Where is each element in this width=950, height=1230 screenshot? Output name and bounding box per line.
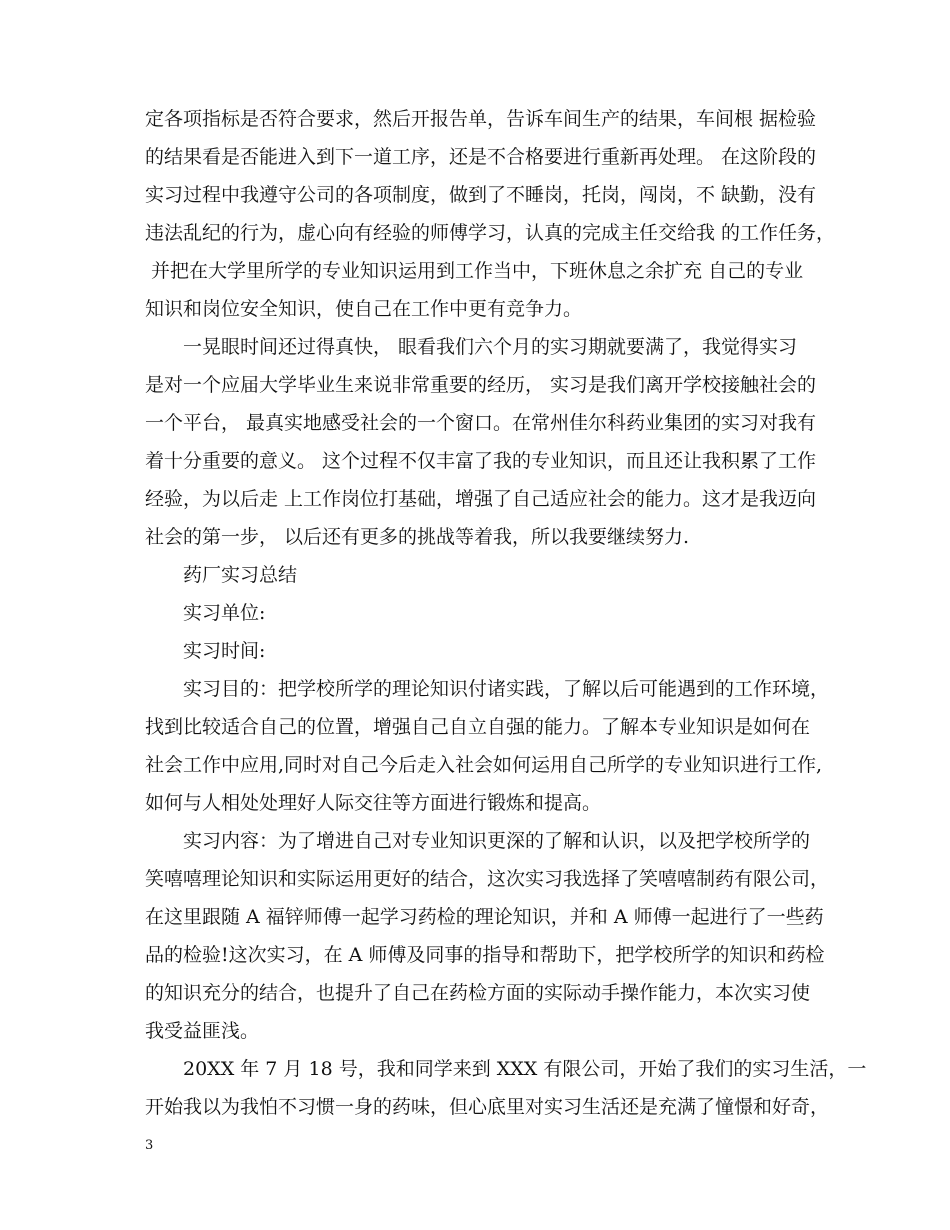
text-line: 我受益匪浅。 bbox=[145, 1020, 260, 1042]
text-line: 的知识充分的结合，也提升了自己在药检方面的实际动手操作能力，本次实习使 bbox=[145, 982, 811, 1004]
text-line: 着十分重要的意义。 这个过程不仅丰富了我的专业知识，而且还让我积累了工作 bbox=[145, 450, 817, 472]
internship-time-label: 实习时间: bbox=[183, 640, 266, 662]
text-line: 笑嘻嘻理论知识和实际运用更好的结合，这次实习我选择了笑嘻嘻制药有限公司， bbox=[145, 868, 830, 890]
text-line: 如何与人相处处理好人际交往等方面进行锻炼和提高。 bbox=[145, 792, 602, 814]
text-line: 社会工作中应用,同时对自己今后走入社会如何运用自己所学的专业知识进行工作, bbox=[145, 754, 823, 776]
paragraph-first-line: 一晃眼时间还过得真快， 眼看我们六个月的实习期就要满了，我觉得实习 bbox=[183, 336, 798, 358]
internship-unit-label: 实习单位: bbox=[183, 602, 266, 624]
text-line: 社会的第一步， 以后还有更多的挑战等着我，所以我要继续努力. bbox=[145, 526, 690, 548]
text-line: 品的检验!这次实习，在 A 师傅及同事的指导和帮助下，把学校所学的知识和药检 bbox=[145, 944, 825, 966]
text-line: 实习过程中我遵守公司的各项制度，做到了不睡岗，托岗，闯岗，不 缺勤，没有 bbox=[145, 184, 817, 206]
paragraph-first-line: 实习内容：为了增进自己对专业知识更深的了解和认识，以及把学校所学的 bbox=[183, 830, 811, 852]
paragraph-first-line: 20XX 年 7 月 18 号，我和同学来到 XXX 有限公司，开始了我们的实习生活，一 bbox=[183, 1058, 867, 1080]
text-line: 的结果看是否能进入到下一道工序，还是不合格要进行重新再处理。 在这阶段的 bbox=[145, 146, 817, 168]
text-line: 是对一个应届大学毕业生来说非常重要的经历， 实习是我们离开学校接触社会的 bbox=[145, 374, 817, 396]
text-line: 开始我以为我怕不习惯一身的药味，但心底里对实习生活还是充满了憧憬和好奇， bbox=[145, 1096, 830, 1118]
section-title: 药厂实习总结 bbox=[183, 564, 298, 586]
text-line: 找到比较适合自己的位置，增强自己自立自强的能力。了解本专业知识是如何在 bbox=[145, 716, 811, 738]
text-line: 违法乱纪的行为，虚心向有经验的师傅学习，认真的完成主任交给我 的工作任务， bbox=[145, 222, 836, 244]
paragraph-first-line: 实习目的：把学校所学的理论知识付诸实践，了解以后可能遇到的工作环境， bbox=[183, 678, 830, 700]
text-line: 知识和岗位安全知识，使自己在工作中更有竞争力。 bbox=[145, 298, 583, 320]
page-number: 3 bbox=[145, 1138, 154, 1153]
text-line: 定各项指标是否符合要求，然后开报告单，告诉车间生产的结果，车间根 据检验 bbox=[145, 108, 817, 130]
text-line: 一个平台， 最真实地感受社会的一个窗口。在常州佳尔科药业集团的实习对我有 bbox=[145, 412, 817, 434]
text-line: 并把在大学里所学的专业知识运用到工作当中，下班休息之余扩充 自己的专业 bbox=[145, 260, 804, 282]
text-line: 经验，为以后走 上工作岗位打基础，增强了自己适应社会的能力。这才是我迈向 bbox=[145, 488, 817, 510]
text-line: 在这里跟随 A 福锌师傅一起学习药检的理论知识，并和 A 师傅一起进行了一些药 bbox=[145, 906, 824, 928]
